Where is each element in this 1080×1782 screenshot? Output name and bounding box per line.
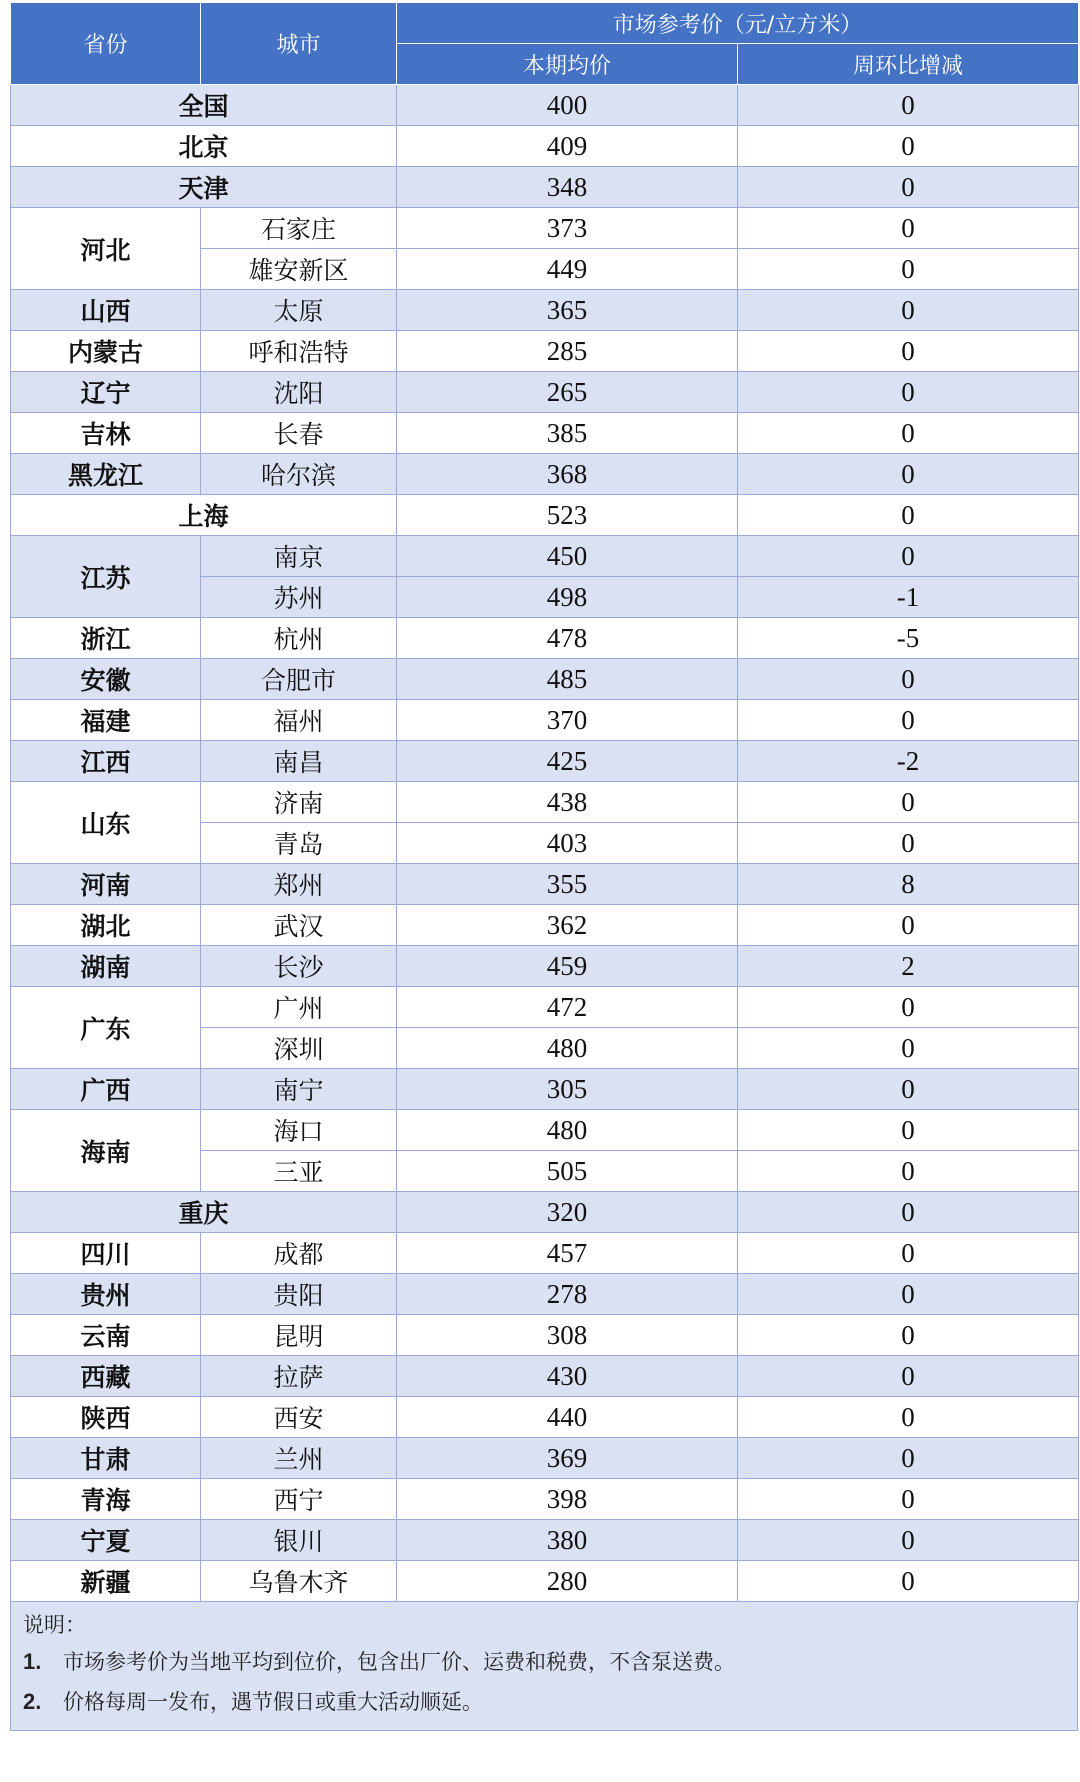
province-cell: 山东 xyxy=(11,782,201,864)
table-body xyxy=(11,85,1079,1602)
note-index: 1. xyxy=(23,1649,42,1674)
price-table-container xyxy=(10,2,1078,1731)
city-cell: 济南 xyxy=(201,782,397,823)
price-cell: 480 xyxy=(397,1110,738,1151)
city-cell: 广州 xyxy=(201,987,397,1028)
change-cell: 0 xyxy=(738,331,1079,372)
change-cell: 0 xyxy=(738,167,1079,208)
table-row xyxy=(11,1315,1079,1356)
city-cell: 三亚 xyxy=(201,1151,397,1192)
price-cell: 308 xyxy=(397,1315,738,1356)
table-row xyxy=(11,741,1079,782)
province-cell: 江西 xyxy=(11,741,201,782)
price-cell: 457 xyxy=(397,1233,738,1274)
header-city: 城市 xyxy=(201,3,397,85)
price-cell: 425 xyxy=(397,741,738,782)
province-cell: 天津 xyxy=(11,167,397,208)
table-row xyxy=(11,495,1079,536)
city-cell: 南京 xyxy=(201,536,397,577)
table-row xyxy=(11,1274,1079,1315)
table-row xyxy=(11,1397,1079,1438)
header-current-average: 本期均价 xyxy=(397,44,738,85)
price-cell: 320 xyxy=(397,1192,738,1233)
change-cell: -5 xyxy=(738,618,1079,659)
header-province: 省份 xyxy=(11,3,201,85)
province-cell: 宁夏 xyxy=(11,1520,201,1561)
city-cell: 兰州 xyxy=(201,1438,397,1479)
table-row xyxy=(11,208,1079,249)
city-cell: 石家庄 xyxy=(201,208,397,249)
city-cell: 昆明 xyxy=(201,1315,397,1356)
change-cell: -2 xyxy=(738,741,1079,782)
table-row xyxy=(11,987,1079,1028)
city-cell: 拉萨 xyxy=(201,1356,397,1397)
change-cell: 0 xyxy=(738,1479,1079,1520)
price-cell: 368 xyxy=(397,454,738,495)
table-row xyxy=(11,946,1079,987)
change-cell: 0 xyxy=(738,1110,1079,1151)
price-cell: 265 xyxy=(397,372,738,413)
province-cell: 福建 xyxy=(11,700,201,741)
city-cell: 长沙 xyxy=(201,946,397,987)
price-cell: 440 xyxy=(397,1397,738,1438)
province-cell: 青海 xyxy=(11,1479,201,1520)
table-row xyxy=(11,1069,1079,1110)
table-row xyxy=(11,864,1079,905)
price-cell: 362 xyxy=(397,905,738,946)
province-cell: 北京 xyxy=(11,126,397,167)
change-cell: 0 xyxy=(738,1520,1079,1561)
province-cell: 河北 xyxy=(11,208,201,290)
city-cell: 武汉 xyxy=(201,905,397,946)
header-weekly-change: 周环比增减 xyxy=(738,44,1079,85)
city-cell: 贵阳 xyxy=(201,1274,397,1315)
change-cell: 0 xyxy=(738,536,1079,577)
price-cell: 373 xyxy=(397,208,738,249)
table-row xyxy=(11,905,1079,946)
table-row xyxy=(11,1233,1079,1274)
table-row xyxy=(11,536,1079,577)
change-cell: 0 xyxy=(738,249,1079,290)
notes-title: 说明： xyxy=(23,1613,86,1637)
change-cell: 0 xyxy=(738,372,1079,413)
price-cell: 385 xyxy=(397,413,738,454)
province-cell: 湖南 xyxy=(11,946,201,987)
table-row xyxy=(11,782,1079,823)
notes-section xyxy=(10,1602,1078,1731)
province-cell: 辽宁 xyxy=(11,372,201,413)
change-cell: 0 xyxy=(738,782,1079,823)
city-cell: 合肥市 xyxy=(201,659,397,700)
price-cell: 280 xyxy=(397,1561,738,1602)
price-cell: 480 xyxy=(397,1028,738,1069)
city-cell: 太原 xyxy=(201,290,397,331)
table-row xyxy=(11,1356,1079,1397)
change-cell: 0 xyxy=(738,987,1079,1028)
city-cell: 杭州 xyxy=(201,618,397,659)
change-cell: 0 xyxy=(738,1315,1079,1356)
province-cell: 西藏 xyxy=(11,1356,201,1397)
change-cell: 0 xyxy=(738,659,1079,700)
price-cell: 459 xyxy=(397,946,738,987)
price-cell: 370 xyxy=(397,700,738,741)
change-cell: 0 xyxy=(738,1397,1079,1438)
price-cell: 438 xyxy=(397,782,738,823)
table-row xyxy=(11,167,1079,208)
table-row xyxy=(11,1192,1079,1233)
province-cell: 陕西 xyxy=(11,1397,201,1438)
city-cell: 西安 xyxy=(201,1397,397,1438)
province-cell: 山西 xyxy=(11,290,201,331)
change-cell: 0 xyxy=(738,413,1079,454)
price-cell: 285 xyxy=(397,331,738,372)
price-cell: 505 xyxy=(397,1151,738,1192)
province-cell: 上海 xyxy=(11,495,397,536)
province-cell: 浙江 xyxy=(11,618,201,659)
price-cell: 450 xyxy=(397,536,738,577)
province-cell: 广西 xyxy=(11,1069,201,1110)
price-cell: 278 xyxy=(397,1274,738,1315)
province-cell: 黑龙江 xyxy=(11,454,201,495)
province-cell: 安徽 xyxy=(11,659,201,700)
city-cell: 西宁 xyxy=(201,1479,397,1520)
change-cell: 0 xyxy=(738,1233,1079,1274)
city-cell: 郑州 xyxy=(201,864,397,905)
note-text: 市场参考价为当地平均到位价，包含出厂价、运费和税费，不含泵送费。 xyxy=(63,1650,735,1674)
city-cell: 南宁 xyxy=(201,1069,397,1110)
price-cell: 449 xyxy=(397,249,738,290)
price-cell: 472 xyxy=(397,987,738,1028)
table-row xyxy=(11,454,1079,495)
city-cell: 银川 xyxy=(201,1520,397,1561)
change-cell: 0 xyxy=(738,1192,1079,1233)
city-cell: 青岛 xyxy=(201,823,397,864)
city-cell: 苏州 xyxy=(201,577,397,618)
table-row xyxy=(11,331,1079,372)
city-cell: 哈尔滨 xyxy=(201,454,397,495)
province-cell: 吉林 xyxy=(11,413,201,454)
province-cell: 江苏 xyxy=(11,536,201,618)
price-cell: 523 xyxy=(397,495,738,536)
change-cell: 0 xyxy=(738,1151,1079,1192)
note-index: 2. xyxy=(23,1689,42,1714)
table-row xyxy=(11,1479,1079,1520)
city-cell: 深圳 xyxy=(201,1028,397,1069)
price-cell: 485 xyxy=(397,659,738,700)
change-cell: 0 xyxy=(738,454,1079,495)
table-row xyxy=(11,372,1079,413)
concrete-price-table xyxy=(10,2,1079,1602)
province-cell: 海南 xyxy=(11,1110,201,1192)
price-cell: 369 xyxy=(397,1438,738,1479)
price-cell: 403 xyxy=(397,823,738,864)
table-row xyxy=(11,659,1079,700)
table-row xyxy=(11,618,1079,659)
price-cell: 305 xyxy=(397,1069,738,1110)
change-cell: -1 xyxy=(738,577,1079,618)
city-cell: 福州 xyxy=(201,700,397,741)
table-row xyxy=(11,126,1079,167)
price-cell: 380 xyxy=(397,1520,738,1561)
price-cell: 398 xyxy=(397,1479,738,1520)
note-item xyxy=(23,1682,1077,1722)
table-row xyxy=(11,700,1079,741)
province-cell: 河南 xyxy=(11,864,201,905)
price-cell: 478 xyxy=(397,618,738,659)
province-cell: 云南 xyxy=(11,1315,201,1356)
province-cell: 甘肃 xyxy=(11,1438,201,1479)
city-cell: 呼和浩特 xyxy=(201,331,397,372)
city-cell: 雄安新区 xyxy=(201,249,397,290)
table-row xyxy=(11,1561,1079,1602)
change-cell: 2 xyxy=(738,946,1079,987)
price-cell: 498 xyxy=(397,577,738,618)
change-cell: 0 xyxy=(738,85,1079,126)
change-cell: 0 xyxy=(738,1561,1079,1602)
province-cell: 新疆 xyxy=(11,1561,201,1602)
change-cell: 0 xyxy=(738,905,1079,946)
change-cell: 8 xyxy=(738,864,1079,905)
province-cell: 内蒙古 xyxy=(11,331,201,372)
change-cell: 0 xyxy=(738,1274,1079,1315)
city-cell: 乌鲁木齐 xyxy=(201,1561,397,1602)
change-cell: 0 xyxy=(738,1028,1079,1069)
table-row xyxy=(11,1110,1079,1151)
province-cell: 贵州 xyxy=(11,1274,201,1315)
change-cell: 0 xyxy=(738,208,1079,249)
change-cell: 0 xyxy=(738,1069,1079,1110)
province-cell: 湖北 xyxy=(11,905,201,946)
table-row xyxy=(11,1520,1079,1561)
price-cell: 400 xyxy=(397,85,738,126)
header-market-price: 市场参考价（元/立方米） xyxy=(397,3,1079,44)
price-cell: 348 xyxy=(397,167,738,208)
table-row xyxy=(11,85,1079,126)
city-cell: 沈阳 xyxy=(201,372,397,413)
note-item xyxy=(23,1642,1077,1682)
price-cell: 430 xyxy=(397,1356,738,1397)
city-cell: 南昌 xyxy=(201,741,397,782)
province-cell: 广东 xyxy=(11,987,201,1069)
table-row xyxy=(11,290,1079,331)
table-header xyxy=(11,3,1079,85)
city-cell: 长春 xyxy=(201,413,397,454)
price-cell: 409 xyxy=(397,126,738,167)
change-cell: 0 xyxy=(738,700,1079,741)
change-cell: 0 xyxy=(738,823,1079,864)
change-cell: 0 xyxy=(738,1438,1079,1479)
note-text: 价格每周一发布，遇节假日或重大活动顺延。 xyxy=(63,1690,483,1714)
province-cell: 全国 xyxy=(11,85,397,126)
change-cell: 0 xyxy=(738,126,1079,167)
table-row xyxy=(11,413,1079,454)
price-cell: 355 xyxy=(397,864,738,905)
price-cell: 365 xyxy=(397,290,738,331)
province-cell: 重庆 xyxy=(11,1192,397,1233)
change-cell: 0 xyxy=(738,290,1079,331)
change-cell: 0 xyxy=(738,1356,1079,1397)
city-cell: 成都 xyxy=(201,1233,397,1274)
change-cell: 0 xyxy=(738,495,1079,536)
table-row xyxy=(11,1438,1079,1479)
city-cell: 海口 xyxy=(201,1110,397,1151)
province-cell: 四川 xyxy=(11,1233,201,1274)
